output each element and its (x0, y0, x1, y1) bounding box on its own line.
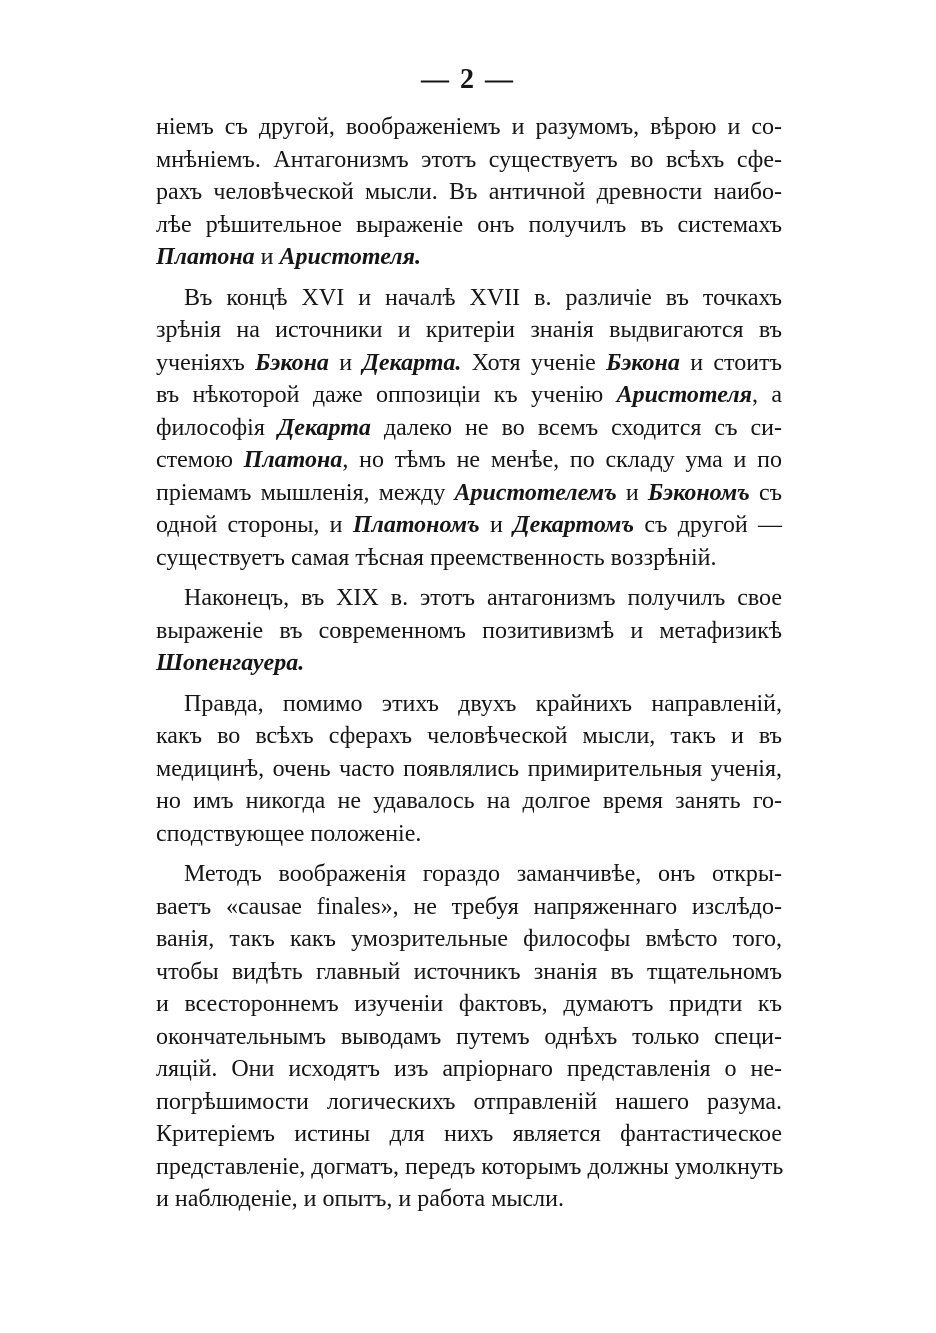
text-segment: но имъ никогда не удавалось на долгое время занять го- (156, 788, 782, 814)
paragraph (156, 582, 782, 680)
text-segment: выраженіе въ современномъ позитивизмѣ и метафизикѣ (156, 617, 782, 644)
italic-name: Аристотеля. (279, 244, 421, 270)
italic-name: Шопенгауера. (156, 650, 305, 676)
paragraph (156, 282, 782, 575)
text-segment: рахъ человѣческой мысли. Въ античной древности наибо- (156, 179, 782, 205)
text-segment: представленіе, догматъ, передъ которымъ должны умолкнуть (156, 1153, 784, 1180)
text-segment: и стоитъ (679, 349, 782, 376)
paragraph (156, 688, 782, 851)
italic-name: Бэкона (606, 349, 680, 376)
text-segment: зрѣнія на источники и критеріи знанія выдвигаются въ (156, 317, 782, 343)
text-line (156, 209, 782, 242)
text-line (156, 444, 782, 477)
text-line (156, 282, 782, 315)
text-line (156, 144, 782, 177)
text-line (156, 891, 782, 924)
text-segment: Въ концѣ XVI и началѣ XVII в. различіе въ точкахъ (184, 284, 782, 311)
paragraph (156, 858, 782, 1216)
text-segment: , но тѣмъ не менѣе, по складу ума и по (342, 447, 782, 473)
text-line (156, 477, 782, 510)
text-segment: какъ во всѣхъ сферахъ человѣческой мысли, такъ и въ (156, 723, 782, 749)
text-segment: ученіяхъ (156, 349, 256, 376)
italic-name: Платономъ (352, 512, 480, 538)
text-segment: въ нѣкоторой даже оппозиціи къ ученію (156, 382, 617, 408)
text-line (156, 412, 782, 445)
text-line (156, 509, 782, 542)
italic-name: Декарта (277, 414, 371, 441)
text-line (156, 785, 782, 818)
italic-name: Бэкона (255, 349, 329, 376)
text-line (156, 1151, 782, 1184)
text-segment: Хотя ученіе (461, 349, 607, 376)
text-segment: сподствующее положеніе. (156, 820, 422, 847)
text-segment: существуетъ самая тѣсная преемственность воззрѣній. (156, 544, 717, 571)
text-segment: ніемъ съ другой, воображеніемъ и разумомъ, вѣрою и со- (156, 114, 782, 140)
text-line (156, 988, 782, 1021)
text-segment: мнѣніемъ. Антагонизмъ этотъ существуетъ во всѣхъ сфе- (156, 146, 782, 173)
italic-name: Бэкономъ (647, 479, 750, 506)
text-line (156, 314, 782, 347)
text-segment: и всестороннемъ изученіи фактовъ, думаютъ придти къ (156, 991, 782, 1017)
text-segment: съ другой — (634, 512, 783, 538)
page-number: — 2 — (421, 64, 515, 95)
text-line (156, 1053, 782, 1086)
text-segment: и (254, 244, 280, 270)
text-segment: и (616, 479, 648, 506)
text-segment: Критеріемъ истины для нихъ является фантастическое (156, 1121, 782, 1147)
text-segment: и (479, 512, 514, 538)
text-segment: чтобы видѣть главный источникъ знанія въ тщательномъ (156, 958, 782, 985)
text-line (156, 542, 782, 575)
text-line (156, 582, 782, 615)
text-segment: стемою (156, 447, 244, 473)
text-line (156, 1118, 782, 1151)
italic-name: Декартомъ (513, 512, 634, 538)
text-line (156, 615, 782, 648)
text-segment: лѣе рѣшительное выраженіе онъ получилъ въ системахъ (156, 211, 782, 238)
text-line (156, 818, 782, 851)
text-line (156, 647, 782, 680)
text-segment: одной стороны, и (156, 512, 353, 538)
text-segment: , а (752, 382, 783, 408)
text-segment: и (328, 349, 363, 376)
text-line (156, 111, 782, 144)
text-line (156, 1021, 782, 1054)
body-text (156, 111, 782, 1216)
text-line (156, 858, 782, 891)
text-segment: пріемамъ мышленія, между (156, 479, 455, 506)
text-segment: Методъ воображенія гораздо заманчивѣе, онъ откры- (184, 861, 782, 887)
text-line (156, 688, 782, 721)
text-segment: и наблюденіе, и опытъ, и работа мысли. (156, 1186, 564, 1212)
text-line (156, 1183, 782, 1216)
text-segment: Наконецъ, въ XIX в. этотъ антагонизмъ получилъ свое (184, 585, 782, 611)
text-segment: съ (749, 479, 783, 506)
text-line (156, 176, 782, 209)
text-line (156, 347, 782, 380)
text-line (156, 956, 782, 989)
italic-name: Платона (156, 244, 255, 270)
paragraph (156, 111, 782, 274)
text-line (156, 379, 782, 412)
text-segment: далеко не во всемъ сходится съ си- (370, 414, 782, 441)
italic-name: Аристотелемъ (454, 479, 617, 506)
text-segment: ляцій. Они исходятъ изъ апріорнаго представленія о не- (156, 1056, 782, 1082)
text-segment: медицинѣ, очень часто появлялись примирительныя ученія, (156, 755, 782, 782)
text-line (156, 1086, 782, 1119)
text-segment: философія (156, 414, 278, 441)
text-line (156, 720, 782, 753)
italic-name: Аристотеля (616, 382, 753, 408)
text-line (156, 753, 782, 786)
text-segment: окончательнымъ выводамъ путемъ однѣхъ только специ- (156, 1023, 782, 1050)
text-segment: погрѣшимости логическихъ отправленій нашего разума. (156, 1088, 782, 1115)
text-segment: Правда, помимо этихъ двухъ крайнихъ направленій, (184, 690, 782, 717)
text-line (156, 241, 782, 274)
text-segment: ваетъ «causae finales», не требуя напряженнаго изслѣдо- (156, 893, 782, 920)
text-segment: ванія, такъ какъ умозрительные философы вмѣсто того, (156, 926, 782, 952)
italic-name: Платона (243, 447, 343, 473)
text-line (156, 923, 782, 956)
italic-name: Декарта. (362, 349, 462, 376)
